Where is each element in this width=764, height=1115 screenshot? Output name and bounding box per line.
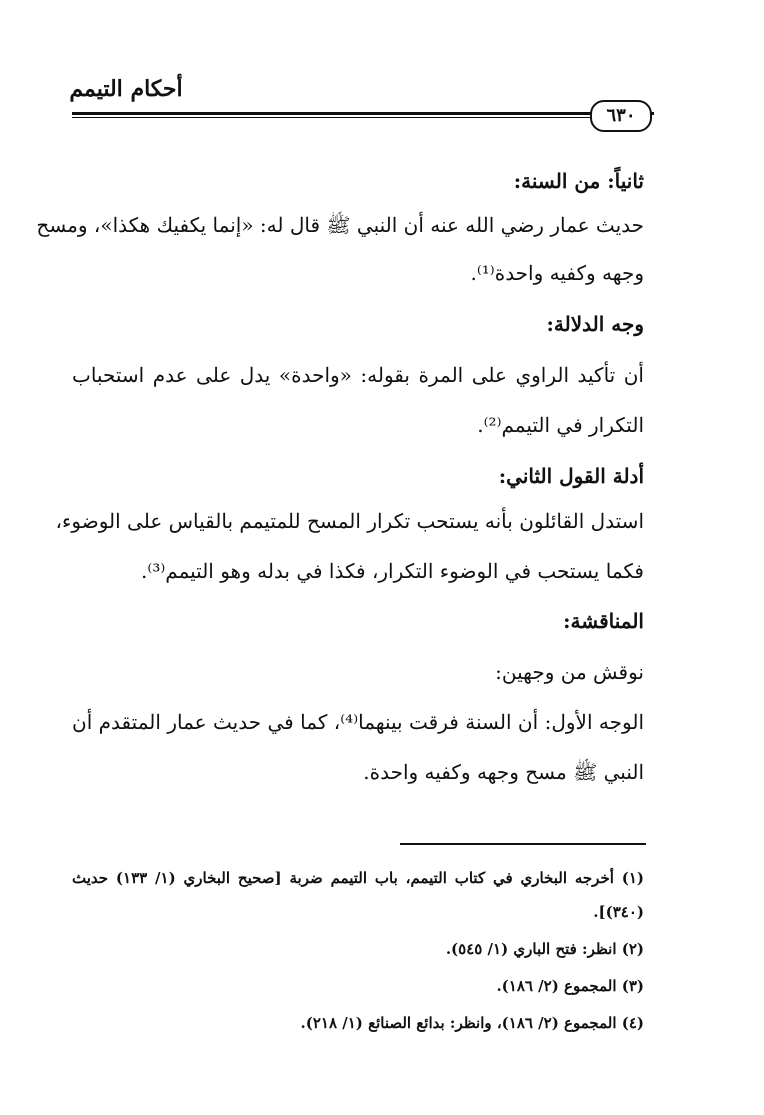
paragraph-line: وجهه وكفيه واحدة⁽¹⁾. (470, 261, 644, 285)
footnote-2: (٢) انظر: فتح الباري (١/ ٥٤٥). (445, 940, 644, 958)
footnote-1-continued: (٣٤٠)]. (593, 903, 644, 921)
section-heading-sunnah: ثانياً: من السنة: (513, 169, 644, 193)
paragraph-line: الوجه الأول: أن السنة فرقت بينهما⁽⁴⁾، كما في حديث عمار المتقدم أن (72, 710, 644, 734)
footnote-1: (١) أخرجه البخاري في كتاب التيمم، باب التيمم ضربة [صحيح البخاري (١/ ١٣٣) حديث (72, 869, 645, 887)
paragraph-line: النبي ﷺ مسح وجهه وكفيه واحدة. (363, 760, 644, 784)
paragraph-line: أن تأكيد الراوي على المرة بقوله: «واحدة» يدل على عدم استحباب (72, 363, 644, 387)
section-heading-second-opinion: أدلة القول الثاني: (498, 464, 644, 488)
footnote-3: (٣) المجموع (٢/ ١٨٦). (496, 977, 644, 995)
subheading-discussion: المناقشة: (563, 609, 644, 633)
paragraph-line: حديث عمار رضي الله عنه أن النبي ﷺ قال له: «إنما يكفيك هكذا»، ومسح (36, 213, 644, 237)
page-number: ٦٣٠ (590, 100, 652, 132)
paragraph-line: التكرار في التيمم⁽²⁾. (477, 413, 644, 437)
header-rule (72, 112, 592, 118)
paragraph-line: استدل القائلون بأنه يستحب تكرار المسح للمتيمم بالقياس على الوضوء، (55, 509, 644, 533)
paragraph-line: نوقش من وجهين: (495, 660, 644, 684)
footnote-separator (400, 843, 646, 845)
footnote-4: (٤) المجموع (٢/ ١٨٦)، وانظر: بدائع الصنائع (١/ ٢١٨). (300, 1014, 644, 1032)
running-header-title: أحكام التيمم (69, 76, 183, 102)
paragraph-line: فكما يستحب في الوضوء التكرار، فكذا في بدله وهو التيمم⁽³⁾. (141, 559, 644, 583)
subheading-evidence: وجه الدلالة: (546, 312, 644, 336)
